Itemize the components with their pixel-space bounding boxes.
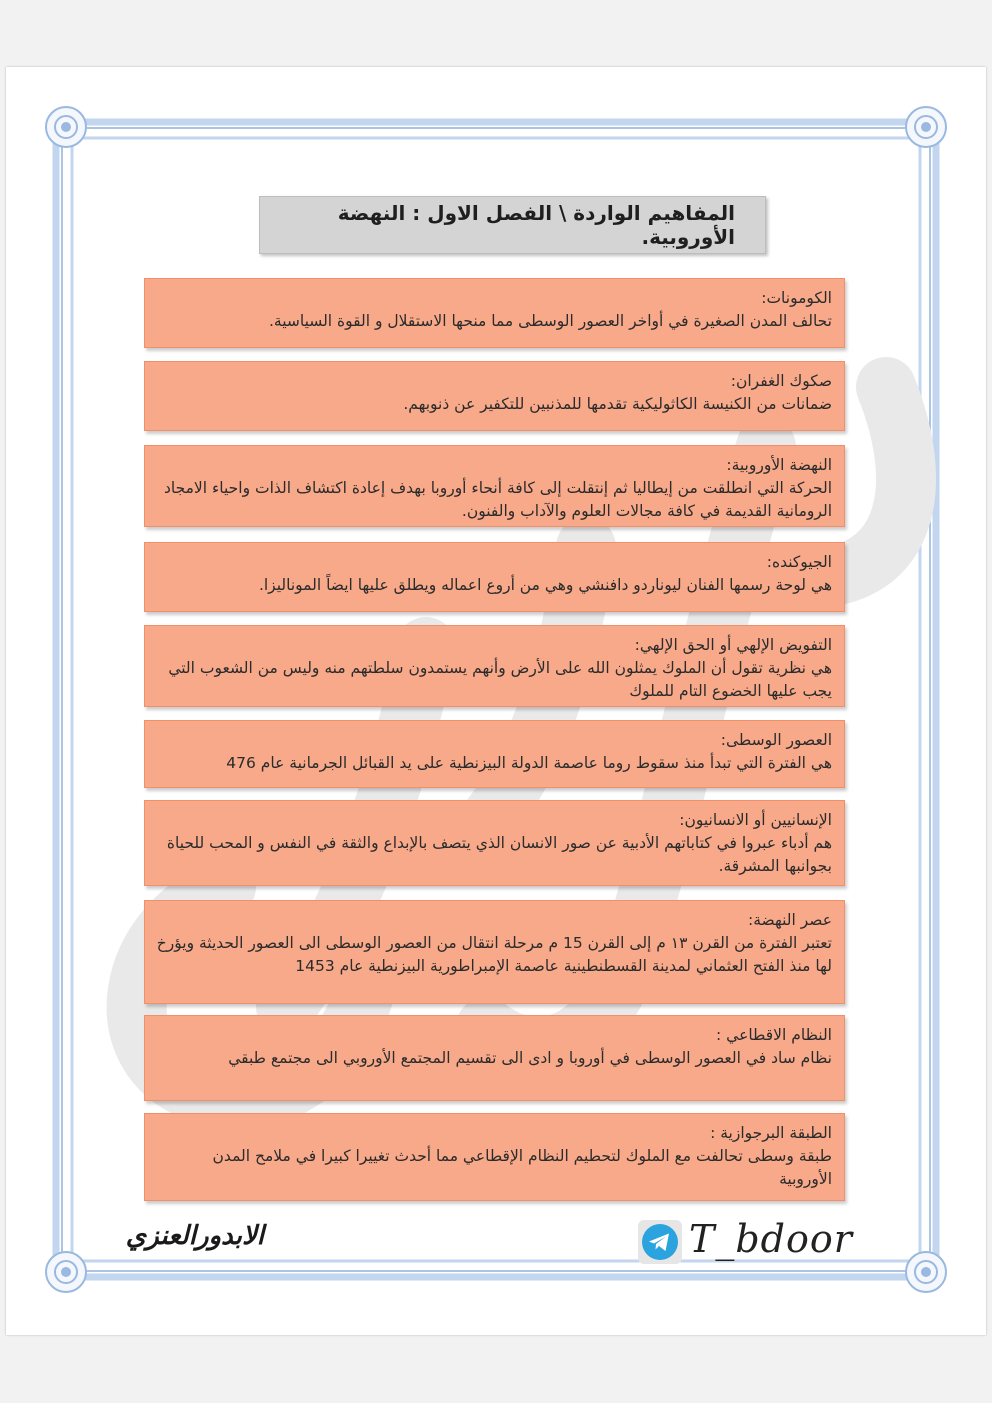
concept-card-communes [144,278,845,348]
concept-term: التفويض الإلهي أو الحق الإلهي: [634,636,832,654]
author-signature: الابدورالعنزي [125,1221,264,1251]
concept-definition: هي لوحة رسمها الفنان ليوناردو دافنشي وهي من أروع اعماله ويطلق عليها ايضاً الموناليزا. [258,576,832,594]
concept-definition: هي نظرية تقول أن الملوك يمثلون الله على الأرض وأنهم يستمدون سلطتهم منه وليس من الشعوب التي يجب عليها الخضوع التام للملوك [168,659,832,700]
concept-definition: هم أدباء عبروا في كتاباتهم الأدبية عن صور الانسان الذي يتصف بالإبداع والثقة في النفس و المحب للحياة بجوانبها المشرقة. [166,834,832,875]
concept-term: الطبقة البرجوازية : [710,1124,832,1142]
document-page [6,67,986,1335]
concept-definition: تحالف المدن الصغيرة في أواخر العصور الوسطى مما منحها الاستقلال و القوة السياسية. [268,312,832,330]
concept-card-feudal-system [144,1015,845,1101]
concept-definition: ضمانات من الكنيسة الكاثوليكية تقدمها للمذنبين للتكفير عن ذنوبهم. [403,395,832,413]
concept-card-middle-ages [144,720,845,788]
telegram-handle: T_bdoor [689,1217,853,1261]
concept-term: الجيوكنده: [766,553,832,571]
concept-definition: طبقة وسطى تحالفت مع الملوك لتحطيم النظام الإقطاعي مما أحدث تغييرا كبيرا في ملامح المدن الأوروبية [212,1147,832,1188]
concept-term: صكوك الغفران: [730,372,832,390]
concept-term: النهضة الأوروبية: [726,456,832,474]
concept-term: العصور الوسطى: [720,731,832,749]
corner-ornament-top-right [906,107,946,147]
page-title: المفاهيم الواردة \ الفصل الاول : النهضة الأوروبية. [259,196,766,254]
concept-card-indulgences [144,361,845,431]
concept-card-european-renaissance [144,445,845,527]
concept-card-humanists [144,800,845,886]
concept-definition: تعتبر الفترة من القرن ١٣ م إلى القرن 15 م مرحلة انتقال من العصور الوسطى الى العصور الحديثة ويؤرخ لها منذ الفتح العثماني لمدينة القسطنطينية عاصمة الإمبراطورية البيزنطية عام 1453 [156,934,832,975]
corner-ornament-bottom-left [46,1252,86,1292]
concept-term: النظام الاقطاعي : [716,1026,832,1044]
corner-ornament-bottom-right [906,1252,946,1292]
concept-term: الكومونات: [761,289,832,307]
concept-card-gioconda [144,542,845,612]
concept-definition: الحركة التي انطلقت من إيطاليا ثم إنتقلت إلى كافة أنحاء أوروبا بهدف إعادة اكتشاف الذات واحياء الامجاد الرومانية القديمة في كافة مجالات العلوم والآداب والفنون. [163,479,832,520]
concept-definition: نظام ساد في العصور الوسطى في أوروبا و ادى الى تقسيم المجتمع الأوروبي الى مجتمع طبقي [228,1049,832,1067]
concept-term: الإنسانيين أو الانسانيون: [679,811,832,829]
telegram-icon [636,1218,684,1266]
concept-card-renaissance-era [144,900,845,1004]
concept-term: عصر النهضة: [748,911,832,929]
concept-card-bourgeoisie [144,1113,845,1201]
concept-definition: هي الفترة التي تبدأ منذ سقوط روما عاصمة الدولة البيزنطية على يد القبائل الجرمانية عام 476 [226,754,832,772]
corner-ornament-top-left [46,107,86,147]
concept-card-divine-right [144,625,845,707]
